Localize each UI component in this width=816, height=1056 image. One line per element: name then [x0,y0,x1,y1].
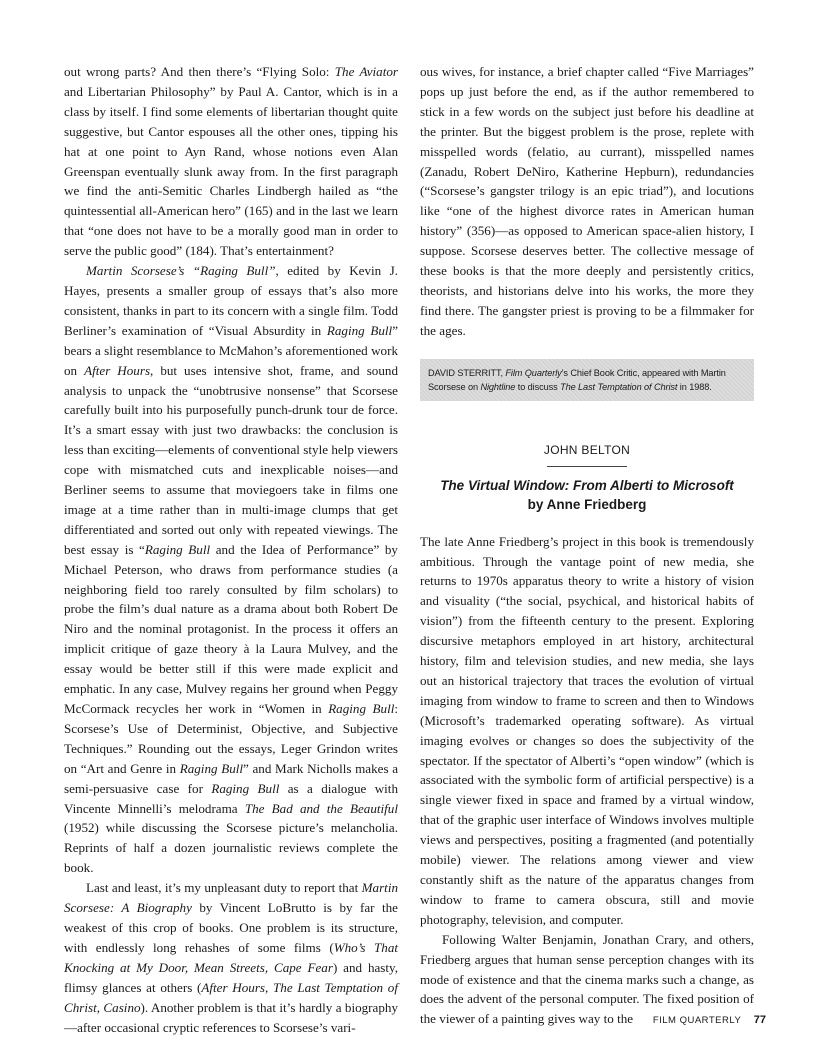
text-run: by Vincent LoBrutto is by far the weakest of this crop of books. One problem is its structure, with endlessly long rehashes of some films ( [64,900,398,955]
text-run: as a dialogue with Vincente Minnelli’s melodrama [64,780,398,816]
text-run: to discuss [515,381,561,392]
divider-rule [547,466,627,467]
text-run: and the Idea of Performance” by Michael Peterson, who draws from performance studies (a neighboring field too rarely consulted by film scholars) to probe the film’s dual nature as a drama about both Robert De Niro and the nominal protagonist. In the process it offers an implicit critique of gaze theory à la Laura Mulvey, and the essay would be better still if this were made explicit and emphatic. In any case, Mulvey regains her ground when Peggy McCormack recycles her work in “Women in [64,541,398,716]
italic-run: Who’s That Knocking at My Door, Mean Streets, Cape Fear [64,939,399,975]
reviewed-book-author: by Anne Friedberg [527,496,647,512]
text-run: out wrong parts? And then there’s “Flying Solo: [64,64,335,79]
reviewed-book-title: The Virtual Window: From Alberti to Microsoft [440,477,734,493]
italic-run: Film Quarterly [505,367,562,378]
italic-run: The Last Temptation of Christ [560,381,678,392]
body-paragraph [420,532,754,930]
text-run: and Libertarian Philosophy” by Paul A. Cantor, which is in a class by itself. I find some elements of libertarian thought quite suggestive, but Cantor espouses all the other ones, tipping his hat at one point to Ayn Rand, whose notions even Alan Greenspan eventually slunk away from. In the first paragraph we find the anti-Semitic Charles Lindbergh hailed as “the quintessential all-American hero” (165) and in the last we learn that “one does not have to be a morally good man in order to serve the public good” (184). That’s entertainment? [64,83,398,259]
text-run: ” and Mark Nicholls makes a semi-persuasive case for [64,760,399,796]
journal-name: FILM QUARTERLY [652,1015,742,1026]
text-run: ) and hasty, flimsy glances at others ( [64,959,399,995]
text-run: The late Anne Friedberg’s project in this book is tremendously ambitious. Through the vantage point of new media, she returns to 1970s apparatus theory to write a history of vision and visuality (“the social, psychical, and historical habits of vision”) from the fifteenth century to the present. Exploring discursive metaphors employed in art history, architectural history, film and television studies, and new media, she lays out an historical trajectory that traces the evolution of virtual imaging from window to frame to screen and then to Windows (Microsoft’s trademarked operating software). As virtual imaging evolves or changes so does the subjectivity of the spectator. If the spectator of Alberti’s “open window” (which is associated with the symbolic form of artificial perspective) is a single viewer fixed in space and framed by a virtual window, that of the graphic user interface of Windows involves multiple views and perspectives, positing a fragmented (and potentially mobile) viewer. The relations among viewer and view constantly shift as the nature of the apparatus changes from window to frame to camera obscura, still and movie photography, television, and computer. [420,533,754,927]
text-run: ous wives, for instance, a brief chapter called “Five Marriages” pops up just before the end, as if the author remembered to stick in a few words on the subject just before his deadline at the printer. But the biggest problem is the prose, replete with misspelled words (felatio, au currant), misspelled names (Zanadu, Robert DeNiro, Katherine Hepburn), redundancies (“Scorsese’s gangster trilogy is an epic triad”), and locutions like “one of the highest divorce rates in American human history” (356)—as opposed to American space-alien history, I suppose. Scorsese deserves better. The collective message of these books is that the more deeply and persistently critics, theorists, and historians delve into his works, the more they find there. The gangster priest is proving to be a filmmaker for the ages. [420,64,754,338]
text-run: ’s Chief Book Critic, appeared with Martin Scorsese on [428,367,726,392]
italic-run: Raging Bull [328,701,395,716]
text-run: : Scorsese’s Use of Determinist, Objective, and Subjective Techniques.” Rounding out the essays, Leger Grindon writes on “Art and Genre in [64,701,398,776]
italic-run: The Bad and the Beautiful [244,800,398,816]
text-run: , but uses intensive shot, frame, and sound analysis to unpack the “unobtrusive nonsense” that Scorsese carefully built into his purposefully punch-drunk tour de force. It’s a smart essay with just two drawbacks: the conclusion is less than exciting—elements of conventional style help viewers cope with mismatched cuts and inexplicable noises—and Berliner seems to assume that moviegoers take in films one image at a time rather than in multi-image clumps that get differentiated and sorted out only with repeated viewings. The best essay is “ [64,362,398,557]
text-run: in 1988. [677,381,712,392]
body-paragraph [64,62,398,261]
italic-run: After Hours, The Last Temptation of Christ, Casino [64,979,398,1015]
body-paragraph [64,878,398,1037]
left-column [64,62,398,1037]
text-run: DAVID STERRITT, [428,367,506,378]
italic-run: Raging Bull [211,780,280,796]
text-run: ). Another problem is that it’s hardly a biography—after occasional cryptic references to Scorsese’s vari- [64,999,398,1035]
italic-run: Martin Scorsese: A Biography [64,880,398,916]
body-paragraph [64,261,398,878]
text-run: , edited by Kevin J. Hayes, presents a smaller group of essays that’s also more consistent, thanks in part to its concern with a single film. Todd Berliner’s examination of “Visual Absurdity in [64,263,399,338]
italic-run: After Hours [84,362,151,378]
right-column [420,62,754,1029]
italic-run: The Aviator [334,64,399,79]
page-footer [653,1010,766,1028]
italic-run: Raging Bull [179,760,244,776]
reviewer-name: JOHN BELTON [543,442,631,457]
italic-run: Nightline [480,381,516,392]
text-run: (1952) while discussing the Scorsese picture’s melancholia. Reprints of half a dozen journalistic reviews complete the book. [64,820,398,876]
italic-run: Raging Bull [326,322,393,338]
body-paragraph [420,62,754,341]
text-run: Last and least, it’s my unpleasant duty to report that [86,880,362,896]
text-run: Following Walter Benjamin, Jonathan Crary, and others, Friedberg argues that human sense perception changes with its mode of existence and that the cinema marks such a change, as does the advent of the personal computer. The fixed position of the viewer of a painting gives way to the [420,931,754,1027]
page-number: 77 [753,1014,766,1026]
text-run: ” bears a slight resemblance to McMahon’s aforementioned work on [64,322,398,378]
italic-run: Raging Bull [144,541,211,557]
author-bio-box [420,359,754,401]
italic-run: Martin Scorsese’s “Raging Bull” [86,263,276,279]
